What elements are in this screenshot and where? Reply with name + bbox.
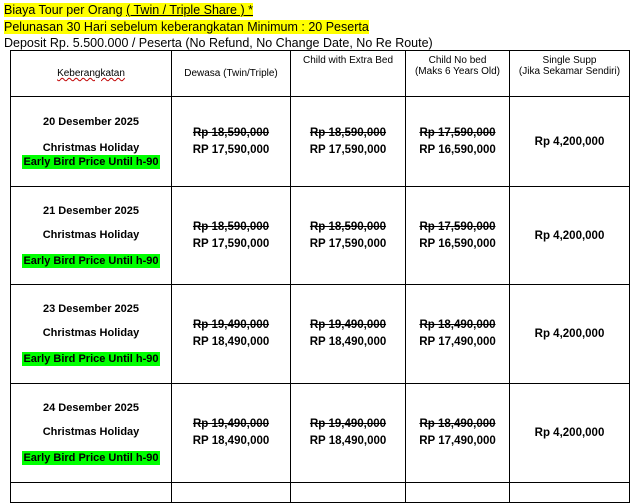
no-bed-price-cell [406, 187, 510, 285]
departure-cell [11, 384, 172, 483]
departure-cell [11, 285, 172, 384]
single-supp-cell [510, 97, 630, 187]
adult-price-cell [172, 285, 291, 384]
adult-price-old: Rp 19,490,000 [192, 319, 270, 331]
early-bird-badge: Early Bird Price Until h-90 [23, 254, 159, 267]
no-bed-price-old: Rp 17,590,000 [419, 220, 496, 233]
single-supp-cell [510, 187, 630, 285]
extra-bed-price-new: RP 18,490,000 [309, 435, 387, 447]
share-type-link[interactable]: ( Twin / Triple Share ) * [126, 3, 253, 17]
extra-bed-price-new: RP 17,590,000 [309, 143, 387, 156]
no-bed-price-new: RP 17,490,000 [419, 336, 496, 348]
table-row [11, 97, 630, 187]
single-supp-price: Rp 4,200,000 [534, 328, 605, 340]
tour-price-heading-highlight [4, 3, 253, 17]
extra-bed-price-new: RP 17,590,000 [309, 237, 387, 250]
event-name: Christmas Holiday [42, 141, 140, 154]
extra-bed-price-cell [291, 285, 406, 384]
adult-price-new: RP 17,590,000 [192, 143, 270, 156]
payment-terms-line [4, 19, 369, 35]
adult-price-cell [172, 97, 291, 187]
table-row [11, 384, 630, 483]
deposit-terms-text: Deposit Rp. 5.500.000 / Peserta (No Refund, No Change Date, No Re Route) [4, 36, 433, 50]
extra-bed-price-old: Rp 18,590,000 [309, 126, 387, 139]
adult-price-old: Rp 19,490,000 [192, 418, 270, 430]
adult-price-old: Rp 18,590,000 [192, 220, 270, 233]
departure-cell [11, 187, 172, 285]
single-supp-price: Rp 4,200,000 [534, 427, 605, 439]
tour-price-heading [4, 2, 253, 18]
event-name: Christmas Holiday [42, 426, 140, 438]
no-bed-price-new: RP 17,490,000 [419, 435, 496, 447]
extra-bed-price-cell [291, 384, 406, 483]
departure-date: 24 Desember 2025 [42, 402, 139, 414]
event-name: Christmas Holiday [42, 228, 140, 241]
payment-terms-text: Pelunasan 30 Hari sebelum keberangkatan Minimum : 20 Peserta [4, 20, 369, 34]
col-header-adult: Dewasa (Twin/Triple) [172, 51, 291, 97]
extra-bed-price-old: Rp 19,490,000 [309, 418, 387, 430]
extra-bed-price-old: Rp 18,590,000 [309, 220, 387, 233]
extra-bed-price-cell [291, 187, 406, 285]
col-header-departure: Keberangkatan [11, 51, 172, 97]
table-row-partial [11, 483, 630, 503]
tour-price-heading-prefix: Biaya Tour per Orang [4, 3, 127, 17]
col-header-child-extra-bed: Child with Extra Bed [291, 51, 406, 97]
table-row [11, 285, 630, 384]
no-bed-price-cell [406, 97, 510, 187]
early-bird-badge: Early Bird Price Until h-90 [23, 353, 159, 365]
adult-price-old: Rp 18,590,000 [192, 126, 270, 139]
adult-price-new: RP 18,490,000 [192, 435, 270, 447]
col-header-single-supp: Single Supp (Jika Sekamar Sendiri) [510, 51, 630, 97]
col-header-child-no-bed: Child No bed (Maks 6 Years Old) [406, 51, 510, 97]
single-supp-cell [510, 285, 630, 384]
adult-price-new: RP 18,490,000 [192, 336, 270, 348]
no-bed-price-old: Rp 18,490,000 [419, 319, 496, 331]
event-name: Christmas Holiday [42, 327, 140, 339]
adult-price-cell [172, 187, 291, 285]
single-supp-price: Rp 4,200,000 [534, 135, 605, 148]
extra-bed-price-new: RP 18,490,000 [309, 336, 387, 348]
price-table [10, 50, 630, 503]
table-row [11, 187, 630, 285]
no-bed-price-cell [406, 384, 510, 483]
no-bed-price-new: RP 16,590,000 [419, 143, 496, 156]
departure-date: 20 Desember 2025 [42, 115, 139, 128]
single-supp-cell [510, 384, 630, 483]
adult-price-new: RP 17,590,000 [192, 237, 270, 250]
single-supp-price: Rp 4,200,000 [534, 229, 605, 242]
extra-bed-price-cell [291, 97, 406, 187]
no-bed-price-new: RP 16,590,000 [419, 237, 496, 250]
table-header-row [11, 51, 630, 97]
no-bed-price-old: Rp 18,490,000 [419, 418, 496, 430]
no-bed-price-old: Rp 17,590,000 [419, 126, 496, 139]
adult-price-cell [172, 384, 291, 483]
early-bird-badge: Early Bird Price Until h-90 [23, 452, 159, 464]
no-bed-price-cell [406, 285, 510, 384]
departure-cell [11, 97, 172, 187]
departure-date: 23 Desember 2025 [42, 303, 139, 315]
deposit-terms-line [4, 35, 433, 51]
extra-bed-price-old: Rp 19,490,000 [309, 319, 387, 331]
early-bird-badge: Early Bird Price Until h-90 [23, 155, 159, 168]
departure-date: 21 Desember 2025 [42, 204, 139, 217]
